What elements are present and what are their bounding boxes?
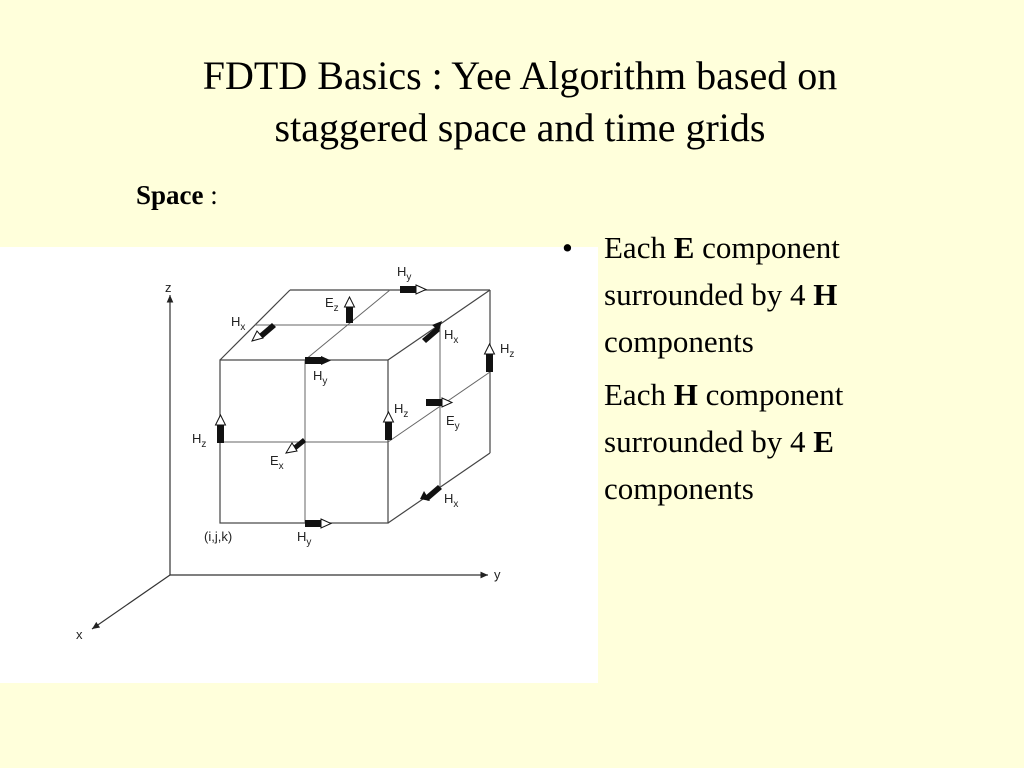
ey-label: $E_y$ [446,413,460,432]
yee-cell-diagram [0,247,598,683]
hz-mid-label: $H_z$ [394,401,409,420]
origin-label: (i,j,k) [204,529,233,544]
hz-left-arrowhead [216,415,226,425]
bullet-marker: • [562,230,573,265]
hz-right-arrow [486,354,493,372]
hz-left-label: $H_z$ [192,431,207,450]
hz-mid-arrow [385,422,392,440]
axes [92,295,488,629]
x-axis [92,575,170,629]
bullet-text: Each [604,230,674,265]
bullet-bold: H [673,377,698,412]
title-line-2: staggered space and time grids [274,105,766,150]
hy-top-arrowhead [416,285,426,294]
ex-label: $E_x$ [270,453,284,472]
bullet-bold: E [813,424,834,459]
hz-mid-arrowhead [384,412,394,422]
x-axis-label: x [76,627,83,642]
yee-cell-figure [0,247,598,683]
bullet-bold: H [813,277,838,312]
hy-bottom-arrowhead [321,519,331,528]
bullet-item-e [560,224,960,365]
bullet-text: components [604,471,754,506]
bullet-text: component surrounded by 4 [604,377,844,459]
bullet-text: Each [604,377,674,412]
bullet-text: components [604,324,754,359]
space-label [136,180,218,211]
slide-title [80,50,960,154]
hx-bottom-label: $H_x$ [444,491,459,510]
hz-left-arrow [217,425,224,443]
title-line-1: FDTD Basics : Yee Algorithm based on [202,53,838,98]
ey-arrow [426,399,442,406]
hy-top-label: $H_y$ [397,264,412,283]
ez-label: $E_z$ [325,295,339,314]
hy-bottom-label: $H_y$ [297,529,312,548]
hy-mid-arrowhead [321,356,331,365]
ez-arrow [346,307,353,323]
hy-bottom-arrow [305,520,321,527]
cube-midlines [220,290,490,523]
z-axis-label: z [165,280,172,295]
space-label-colon: : [203,180,218,210]
ez-arrowhead [345,297,355,307]
hz-right-label: $H_z$ [500,341,515,360]
bullet-item-h [560,371,960,512]
bullet-text: component surrounded by 4 [604,230,840,312]
hy-top-arrow [400,286,416,293]
bullet-list [560,224,960,512]
hz-right-arrowhead [485,344,495,354]
hy-mid-label: $H_y$ [313,368,328,387]
hy-mid-arrow [305,357,321,364]
bullet-bold: E [673,230,695,265]
hx-topleft-label: $H_x$ [231,314,246,333]
hx-topright-label: $H_x$ [444,327,459,346]
space-label-bold: Space [136,180,204,210]
y-axis-label: y [494,567,501,582]
